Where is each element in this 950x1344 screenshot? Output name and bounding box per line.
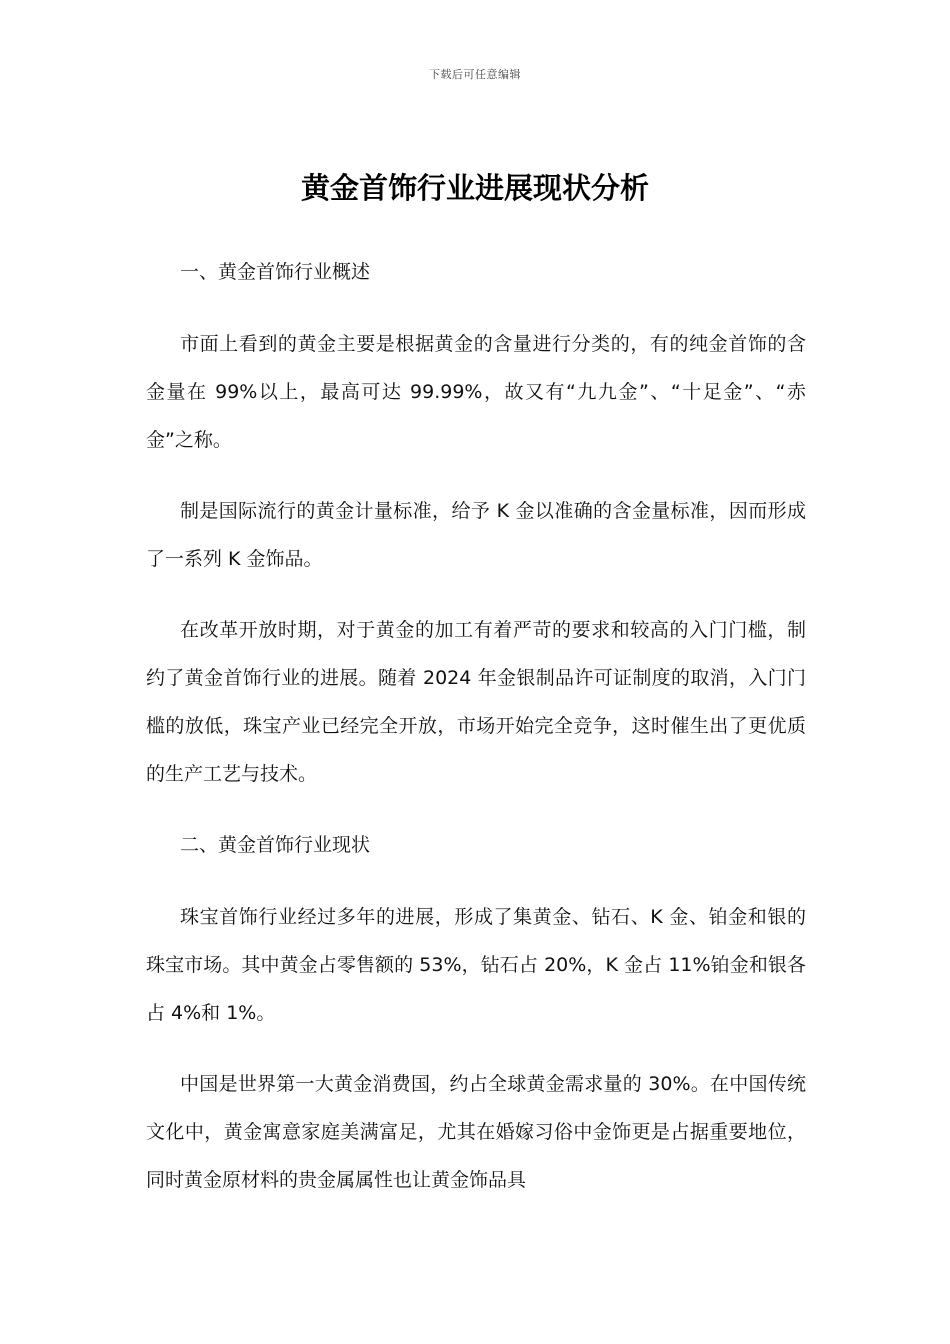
document-title: 黄金首饰行业进展现状分析 [300,171,649,205]
paragraph-k-gold-standard: 制是国际流行的黄金计量标准，给予 K 金以准确的含金量标准，因而形成了一系列 K 金饰品。 [146,500,806,570]
section-heading-status: 二、黄金首饰行业现状 [180,834,371,856]
header-note: 下载后可任意编辑 [429,68,521,81]
section-heading-overview: 一、黄金首饰行业概述 [180,261,371,283]
paragraph-china-consumption: 中国是世界第一大黄金消费国，约占全球黄金需求量的 30%。在中国传统文化中，黄金寓意家庭美满富足，尤其在婚嫁习俗中金饰更是占据重要地位，同时黄金原材料的贵金属属性也让黄金饰品具 [146,1073,806,1191]
paragraph-reform-era: 在改革开放时期，对于黄金的加工有着严苛的要求和较高的入门门槛，制约了黄金首饰行业的进展。随着 2024 年金银制品许可证制度的取消，入门门槛的放低，珠宝产业已经完全开放，市场开始完全竞争，这时催生出了更优质的生产工艺与技术。 [146,619,806,785]
paragraph-market-share: 珠宝首饰行业经过多年的进展，形成了集黄金、钻石、K 金、铂金和银的珠宝市场。其中黄金占零售额的 53%，钻石占 20%，K 金占 11%铂金和银各占 4%和 1%。 [146,906,806,1024]
document-body [146,248,806,1227]
paragraph-gold-purity: 市面上看到的黄金主要是根据黄金的含量进行分类的，有的纯金首饰的含金量在 99%以上，最高可达 99.99%，故又有“九九金”、“十足金”、“赤金”之称。 [146,333,806,451]
